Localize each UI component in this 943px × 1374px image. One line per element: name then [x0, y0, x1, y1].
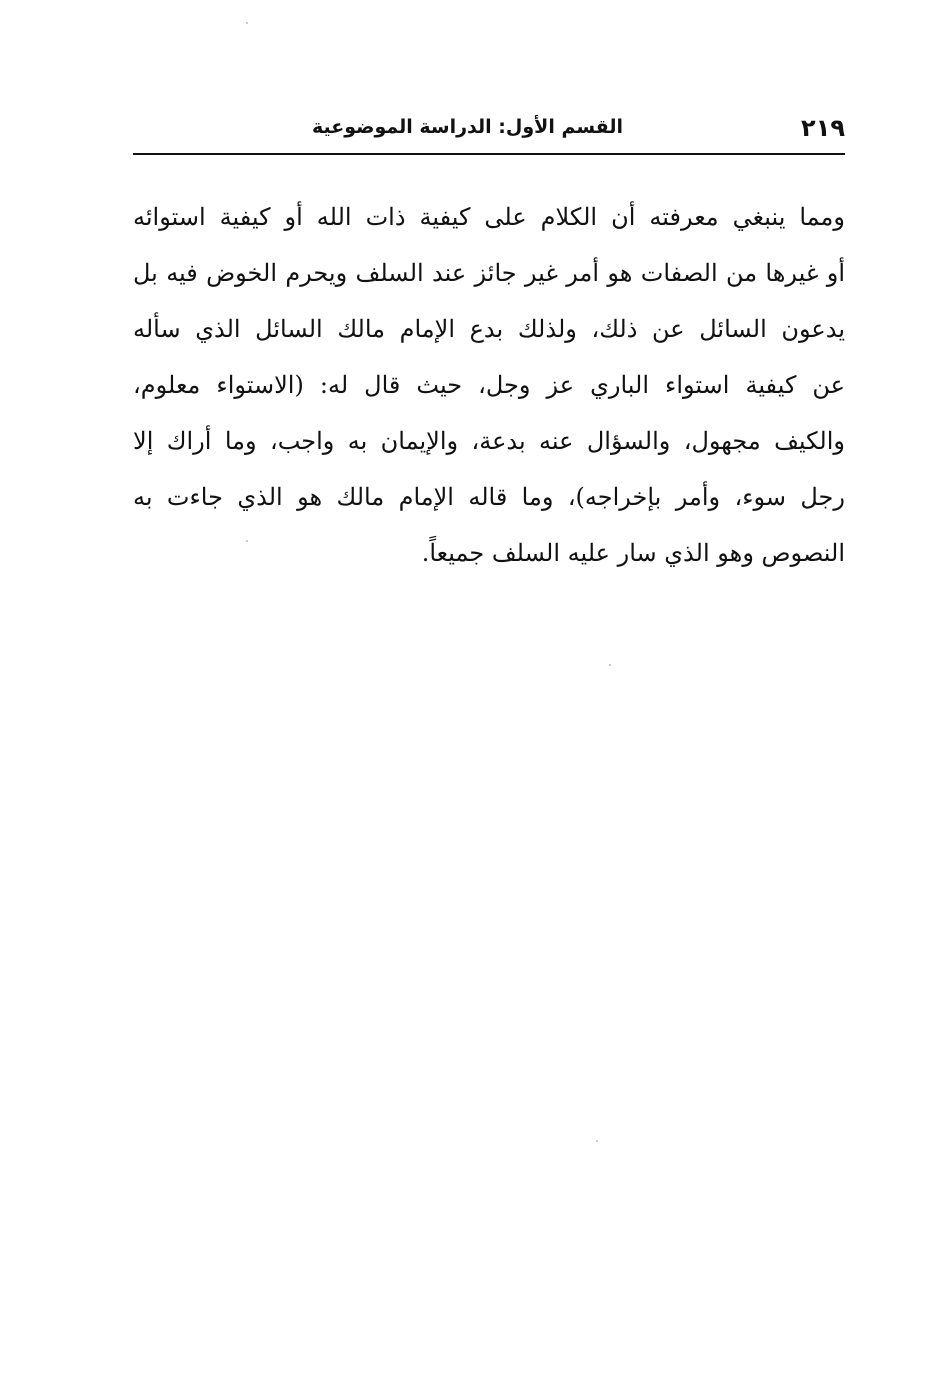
text-line: يدعون السائل عن ذلك، ولذلك بدع الإمام مالك السائل الذي سأله [133, 315, 845, 343]
page-header [133, 110, 845, 150]
header-divider [133, 153, 845, 155]
text-line: ومما ينبغي معرفته أن الكلام على كيفية ذات الله أو كيفية استوائه [133, 203, 846, 231]
scan-speck [609, 664, 611, 666]
scan-speck [596, 1140, 598, 1142]
body-paragraph [133, 193, 845, 585]
scan-speck [246, 22, 248, 24]
text-line: النصوص وهو الذي سار عليه السلف جميعاً. [421, 539, 845, 567]
text-line: رجل سوء، وأمر بإخراجه)، وما قاله الإمام مالك هو الذي جاءت به [133, 483, 845, 511]
scan-speck [246, 540, 248, 542]
text-line: والكيف مجهول، والسؤال عنه بدعة، والإيمان به واجب، وما أراك إلا [133, 427, 845, 455]
running-title: القسم الأول: الدراسة الموضوعية [311, 116, 623, 138]
text-line: عن كيفية استواء الباري عز وجل، حيث قال له: (الاستواء معلوم، [133, 371, 845, 399]
text-line: أو غيرها من الصفات هو أمر غير جائز عند السلف ويحرم الخوض فيه بل [133, 259, 845, 287]
page-number: ٢١٩ [801, 114, 845, 142]
